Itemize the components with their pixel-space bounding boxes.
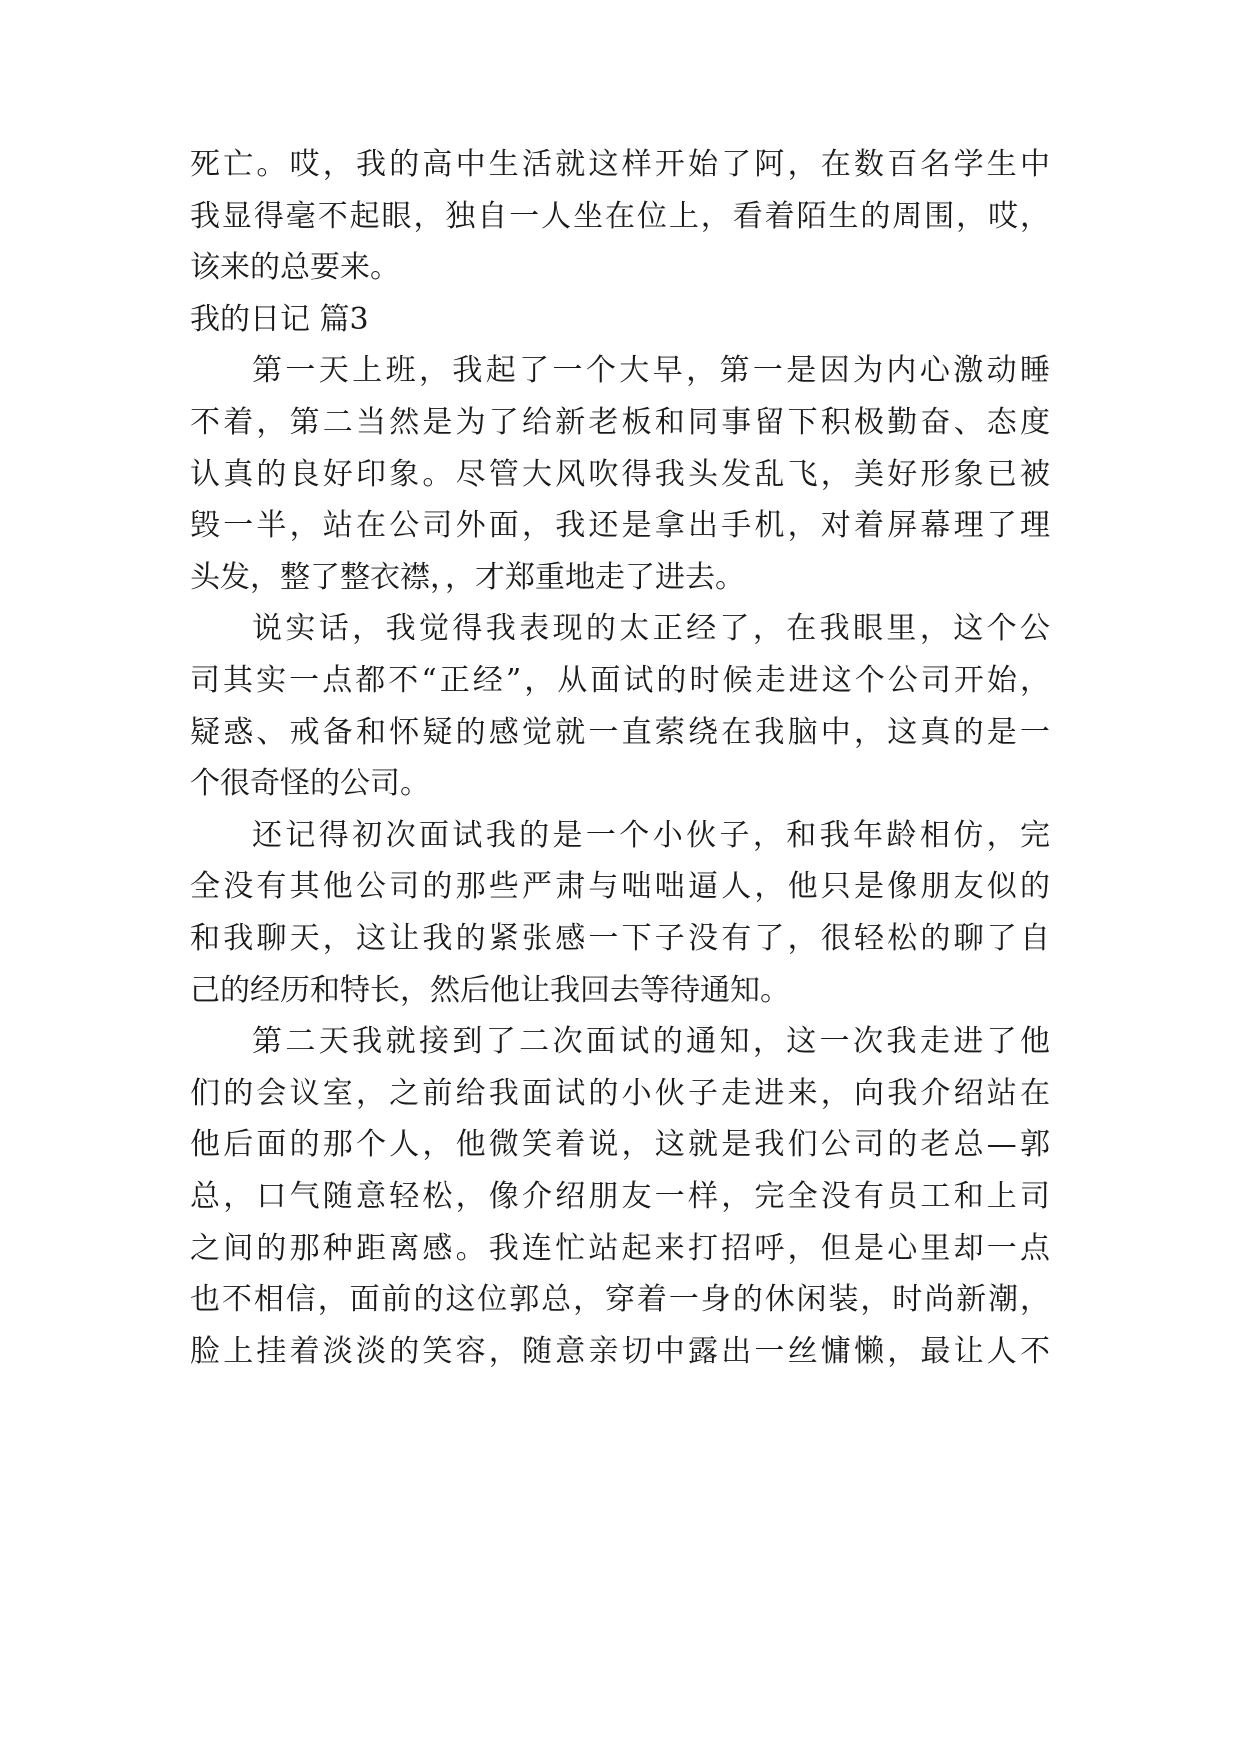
text-line: 也不相信，面前的这位郭总，穿着一身的休闲装，时尚新潮，: [190, 1282, 1050, 1318]
text-line: 个很奇怪的公司。: [190, 766, 430, 802]
text-line: 该来的总要来。: [190, 250, 400, 286]
text-line: 认真的良好印象。尽管大风吹得我头发乱飞，美好形象已被: [190, 456, 1050, 492]
text-line: 司其实一点都不“正经”，从面试的时候走进这个公司开始，: [190, 663, 1050, 698]
text-line: 脸上挂着淡淡的笑容，随意亲切中露出一丝慵懒，最让人不: [190, 1333, 1050, 1369]
text-line: 第一天上班，我起了一个大早，第一是因为内心激动睡: [252, 353, 1050, 389]
text-line: 他后面的那个人，他微笑着说，这就是我们公司的老总—郭: [190, 1127, 1050, 1163]
text-line: 全没有其他公司的那些严肃与咄咄逼人，他只是像朋友似的: [190, 869, 1050, 905]
text-line: 疑惑、戒备和怀疑的感觉就一直萦绕在我脑中，这真的是一: [190, 714, 1050, 750]
text-line: 毁一半，站在公司外面，我还是拿出手机，对着屏幕理了理: [190, 508, 1050, 544]
text-line: 第二天我就接到了二次面试的通知，这一次我走进了他: [252, 1024, 1050, 1060]
text-line: 死亡。哎，我的高中生活就这样开始了阿，在数百名学生中: [190, 147, 1050, 182]
text-line: 总，口气随意轻松，像介绍朋友一样，完全没有员工和上司: [190, 1179, 1050, 1214]
text-line: 不着，第二当然是为了给新老板和同事留下积极勤奋、态度: [190, 405, 1050, 440]
text-line: 之间的那种距离感。我连忙站起来打招呼，但是心里却一点: [190, 1230, 1050, 1266]
text-line: 说实话，我觉得我表现的太正经了，在我眼里，这个公: [252, 611, 1050, 647]
text-line: 还记得初次面试我的是一个小伙子，和我年龄相仿，完: [252, 817, 1050, 853]
text-line: 我显得毫不起眼，独自一人坐在位上，看着陌生的周围，哎，: [190, 198, 1050, 234]
text-line: 头发，整了整衣襟，，才郑重地走了进去。: [190, 559, 745, 595]
text-line: 己的经历和特长，然后他让我回去等待通知。: [190, 972, 790, 1008]
text-line: 和我聊天，这让我的紧张感一下子没有了，很轻松的聊了自: [190, 921, 1050, 956]
section-heading: 我的日记 篇3: [190, 301, 369, 337]
text-line: 们的会议室，之前给我面试的小伙子走进来，向我介绍站在: [190, 1075, 1050, 1111]
